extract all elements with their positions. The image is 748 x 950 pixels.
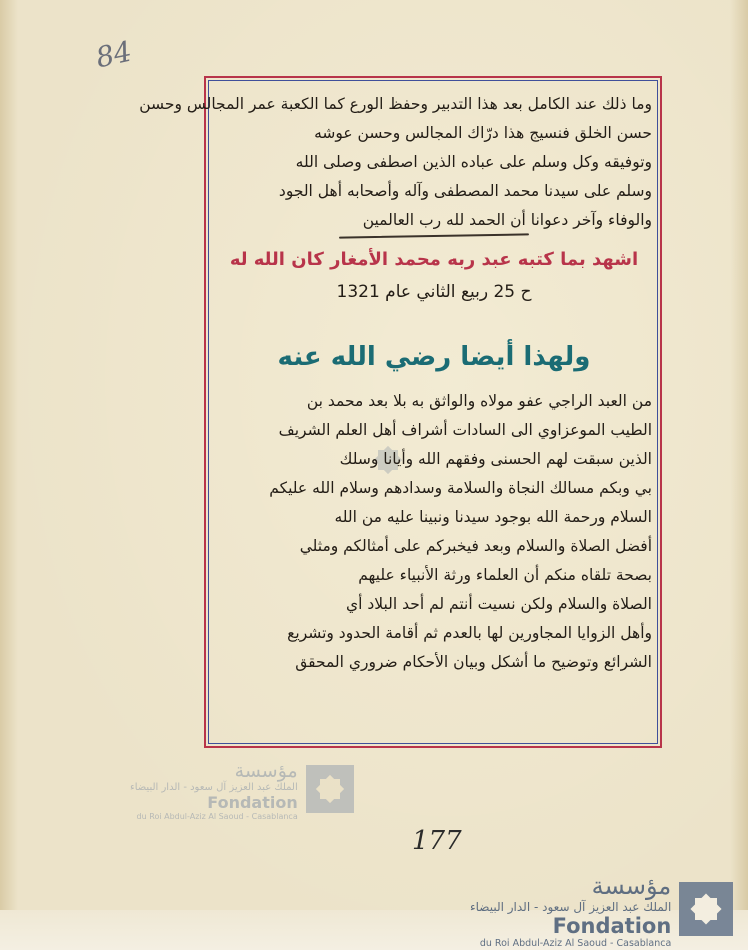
body-line: بي وبكم مسالك النجاة والسلامة وسدادهم وسلام الله عليكم xyxy=(269,479,652,497)
manuscript-line: وسلم على سيدنا محمد المصطفى وآله وأصحابه أهل الجود xyxy=(278,182,652,200)
body-line: السلام ورحمة الله بوجود سيدنا ونبينا عليه من الله xyxy=(334,508,652,526)
body-line: أفضل الصلاة والسلام وبعد فيخبركم على أمثالكم ومثلي xyxy=(299,537,652,555)
stamp-arabic-subtitle: الملك عبد العزيز آل سعود - الدار البيضاء xyxy=(130,782,298,793)
section-heading: ولهذا أيضا رضي الله عنه xyxy=(277,342,591,372)
body-line: وأهل الزوايا المجاورين لها بالعدم ثم أقامة الحدود وتشريع xyxy=(287,624,652,642)
manuscript-line: حسن الخلق فنسيج هذا درّاك المجالس وحسن عوشه xyxy=(314,124,652,142)
body-line: من العبد الراجي عفو مولاه والواثق به بلا بعد محمد بن xyxy=(306,392,652,410)
folio-number: 84 xyxy=(92,34,135,75)
manuscript-line: وما ذلك عند الكامل بعد هذا التدبير وحفظ الورع كما الكعبة عمر المجالس وحسن xyxy=(139,95,652,113)
body-line: الطيب الموعزاوي الى السادات أشراف أهل العلم الشريف xyxy=(278,421,652,439)
stamp-french-subtitle: du Roi Abdul-Aziz Al Saoud - Casablanca xyxy=(479,938,672,949)
octagram-star-icon xyxy=(306,765,354,813)
body-line: الصلاة والسلام ولكن نسيت أنتم لم أحد البلاد أي xyxy=(345,595,652,613)
stamp-french-title: Fondation xyxy=(552,914,672,938)
stamp-french-subtitle: du Roi Abdul-Aziz Al Saoud - Casablanca xyxy=(136,812,298,821)
stamp-text xyxy=(130,760,298,821)
body-line: الشرائع وتوضيح ما أشكل وبيان الأحكام ضروري المحقق xyxy=(295,653,652,671)
stamp-logo xyxy=(306,765,354,817)
stamp-arabic-title: مؤسسة xyxy=(234,760,298,782)
foundation-stamp-faint xyxy=(130,760,354,821)
body-line: بصحة تلقاه منكم أن العلماء ورثة الأنبياء عليهم xyxy=(358,566,652,584)
stamp-french-title: Fondation xyxy=(207,793,298,812)
date-line: ح 25 ربيع الثاني عام 1321 xyxy=(336,282,532,302)
stamp-arabic-title: مؤسسة xyxy=(591,872,672,900)
stamp-arabic-subtitle: الملك عبد العزيز آل سعود - الدار البيضاء xyxy=(470,900,672,914)
manuscript-line: والوفاء وآخر دعوانا أن الحمد لله رب العالمين xyxy=(362,211,652,229)
manuscript-text xyxy=(139,90,652,740)
foundation-stamp xyxy=(470,872,733,949)
body-line: الذين سبقت لهم الحسنى وفقهم الله وأيانا وسلك xyxy=(339,450,652,468)
stamp-text xyxy=(470,872,671,949)
page-number: 177 xyxy=(412,826,462,856)
witness-signature: اشهد بما كتبه عبد ربه محمد الأمغار كان الله له xyxy=(229,249,639,270)
manuscript-line: وتوفيقه وكل وسلم على عباده الذين اصطفى وصلى الله xyxy=(295,153,652,171)
octagram-star-icon xyxy=(679,882,733,936)
stamp-logo xyxy=(679,882,733,940)
